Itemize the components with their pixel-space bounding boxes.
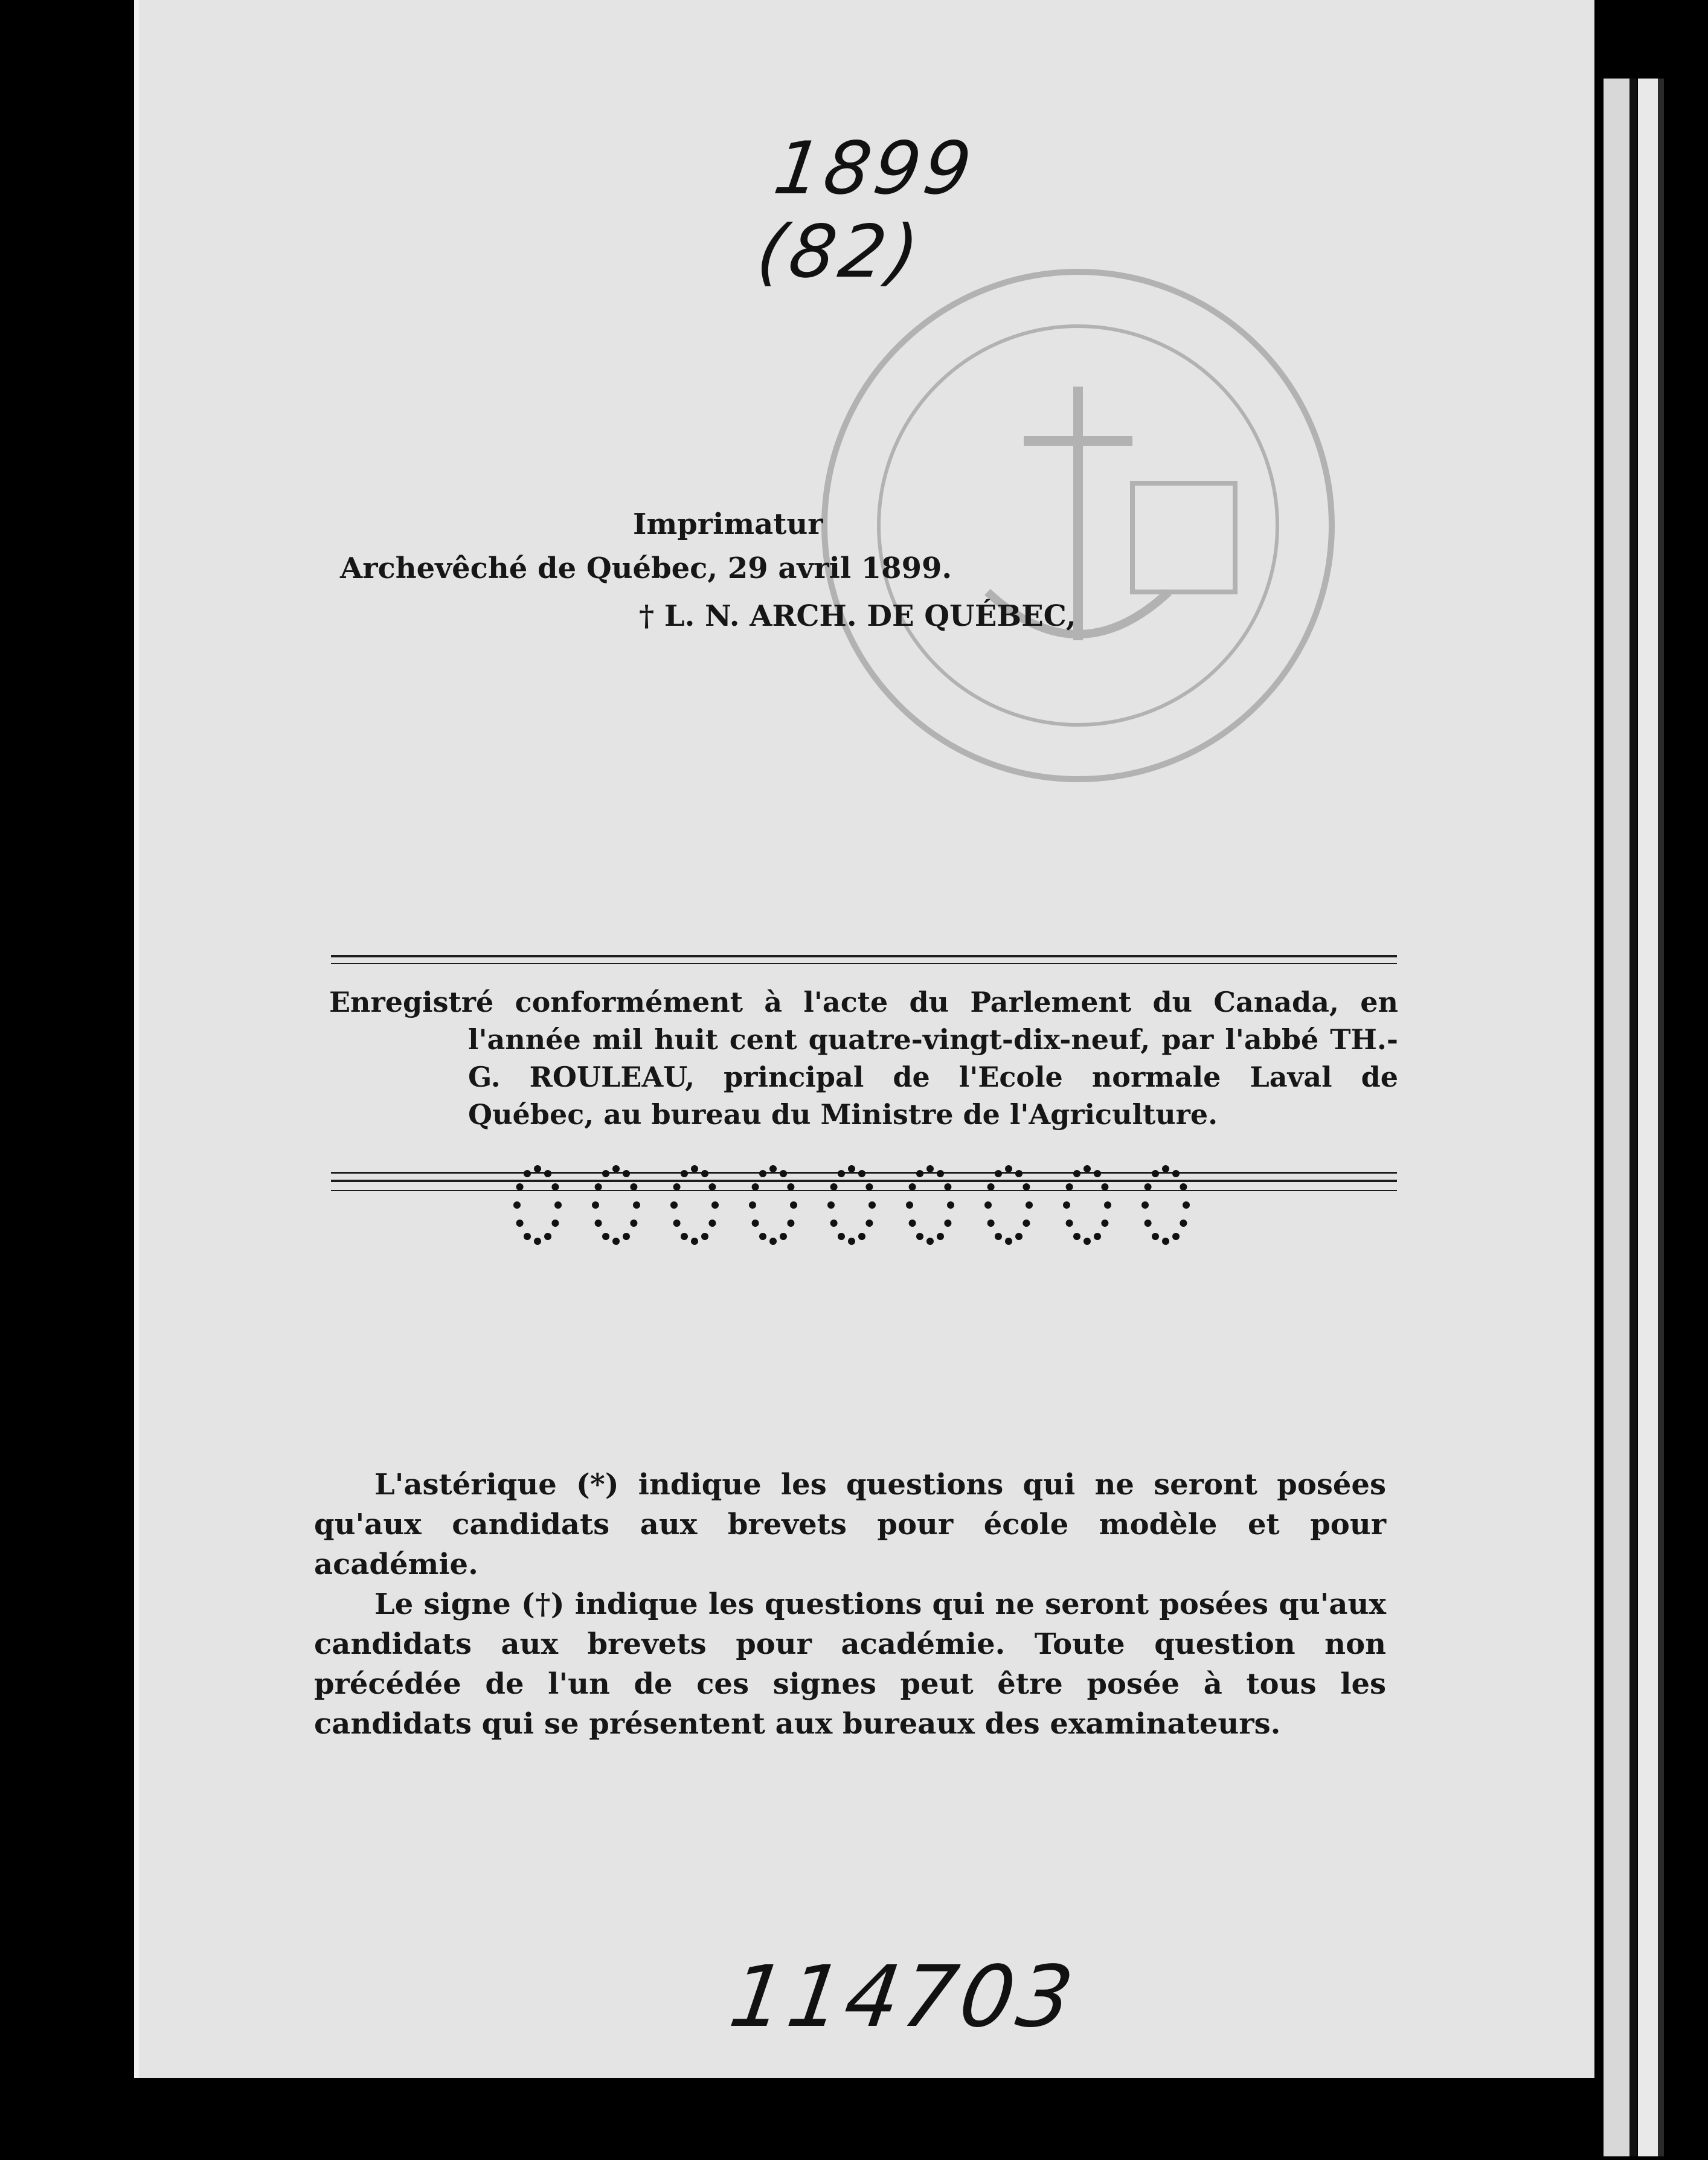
perforation-dot (612, 1165, 620, 1172)
perforation-dot (708, 1220, 716, 1227)
handwritten-year: 1899 (769, 127, 980, 211)
perforation-dot (551, 1183, 559, 1191)
perforation-dot (630, 1220, 637, 1227)
perforation-dot (868, 1201, 876, 1209)
perforation-dot (1145, 1183, 1152, 1191)
perforation-dot (937, 1170, 944, 1177)
perforation-dot (1015, 1170, 1023, 1177)
perforation-dot (595, 1220, 602, 1227)
question-symbols-notes (314, 1465, 1386, 1744)
registration-text: Enregistré conformément à l'acte du Parlement du Canada, en l'année mil huit cent quatre-vingt-dix-neuf, par l'abbé TH.-G. ROULEAU, principal de l'Ecole normale Laval de Québec, au bureau du Ministre de l'Agriculture. (329, 986, 1398, 1131)
perforation-dot (516, 1183, 524, 1191)
perforation-dot (1005, 1238, 1012, 1245)
perforation-dot (670, 1201, 678, 1209)
perforation-dot (858, 1170, 865, 1177)
imprimatur-title: Imprimatur (633, 507, 823, 541)
perforation-dot (926, 1238, 934, 1245)
top-rule-thick (331, 955, 1397, 957)
perforation-dot (752, 1183, 759, 1191)
perforation-dot (838, 1170, 845, 1177)
perforation-dot (1172, 1170, 1180, 1177)
perforation-dot (1066, 1220, 1073, 1227)
perforation-dot (1073, 1170, 1080, 1177)
perforation-dot (865, 1220, 873, 1227)
perforation-dot (1104, 1201, 1111, 1209)
perforation-dot (848, 1238, 855, 1245)
copyright-registration (329, 983, 1398, 1133)
perforation-dot (1101, 1220, 1108, 1227)
perforation-dot (759, 1170, 766, 1177)
perforation-dot (916, 1170, 923, 1177)
perforation-dot (602, 1233, 609, 1240)
asterisk-note: L'astérique (*) indique les questions qui ne seront posées qu'aux candidats aux brevets pour école modèle et pour académie. (314, 1468, 1386, 1581)
perforation-dot (944, 1183, 951, 1191)
perforation-dot (1023, 1220, 1030, 1227)
handwritten-number: (82) (752, 210, 928, 294)
perforation-dot (513, 1201, 521, 1209)
perforation-dot (909, 1183, 916, 1191)
perforation-dot (534, 1238, 541, 1245)
perforation-dot (947, 1201, 954, 1209)
perforation-dot (995, 1233, 1002, 1240)
perforation-dot (554, 1201, 562, 1209)
perforation-dot (701, 1170, 708, 1177)
perforation-dot (673, 1220, 681, 1227)
perforation-dot (1015, 1233, 1023, 1240)
perforation-dot (1084, 1238, 1091, 1245)
perforation-dot (858, 1233, 865, 1240)
binding-seam (1629, 79, 1637, 2156)
perforation-dot (790, 1201, 797, 1209)
perforation-dot (691, 1165, 698, 1172)
perforation-dot (1073, 1233, 1080, 1240)
perforation-dot (681, 1170, 688, 1177)
perforation-dot (1152, 1170, 1159, 1177)
perforation-dot (524, 1233, 531, 1240)
perforation-dot (752, 1220, 759, 1227)
perforation-dot (769, 1238, 777, 1245)
handwritten-accession-number: 114703 (724, 1948, 1082, 2046)
perforation-dot (592, 1201, 599, 1209)
perforation-dot (1183, 1201, 1190, 1209)
perforation-dot (1101, 1183, 1108, 1191)
perforation-dot (827, 1201, 835, 1209)
perforation-dot (673, 1183, 681, 1191)
perforation-dot (595, 1183, 602, 1191)
perforation-dot (1023, 1183, 1030, 1191)
perforation-dot (544, 1170, 551, 1177)
perforation-dot (906, 1201, 913, 1209)
imprimatur-signature: † L. N. ARCH. DE QUÉBEC, (639, 599, 1076, 633)
perforation-dot (987, 1183, 995, 1191)
perforation-dot (516, 1220, 524, 1227)
perforation-dot (787, 1183, 794, 1191)
perforation-dot (909, 1220, 916, 1227)
imprimatur-place-date: Archevêché de Québec, 29 avril 1899. (340, 551, 952, 585)
perforation-dot (534, 1165, 541, 1172)
perforation-dot (987, 1220, 995, 1227)
perforation-dot (602, 1170, 609, 1177)
perforation-dot (937, 1233, 944, 1240)
perforation-dot (612, 1238, 620, 1245)
perforation-dot (769, 1165, 777, 1172)
top-rule-thin (331, 963, 1397, 964)
perforation-dot (1180, 1183, 1187, 1191)
binding-strip (1604, 79, 1630, 2156)
perforation-dot (1026, 1201, 1033, 1209)
perforation-dot (681, 1233, 688, 1240)
perforation-dot (749, 1201, 756, 1209)
perforation-dot (1162, 1238, 1169, 1245)
perforation-dot (1084, 1165, 1091, 1172)
perforation-dot (623, 1233, 630, 1240)
perforation-dot (1162, 1165, 1169, 1172)
dagger-note: Le signe (†) indique les questions qui ne seront posées qu'aux candidats aux brevets pour académie. Toute question non précédée de l'un de ces signes peut être posée à tous les candidats qui se présentent aux bureaux des examinateurs. (314, 1587, 1386, 1741)
perforation-dot (1094, 1233, 1101, 1240)
perforation-dot (633, 1201, 640, 1209)
perforation-dot (984, 1201, 992, 1209)
perforated-stamp (513, 1145, 1238, 1284)
perforation-dot (838, 1233, 845, 1240)
perforation-dot (708, 1183, 716, 1191)
perforation-dot (524, 1170, 531, 1177)
perforation-dot (1141, 1201, 1149, 1209)
perforation-dot (916, 1233, 923, 1240)
perforation-dot (701, 1233, 708, 1240)
perforation-dot (848, 1165, 855, 1172)
perforation-dot (830, 1183, 838, 1191)
perforation-dot (551, 1220, 559, 1227)
perforation-dot (1005, 1165, 1012, 1172)
facing-page-border (1658, 79, 1664, 2156)
perforation-dot (691, 1238, 698, 1245)
perforation-dot (1066, 1183, 1073, 1191)
perforation-dot (944, 1220, 951, 1227)
perforation-dot (1094, 1170, 1101, 1177)
perforation-dot (780, 1233, 787, 1240)
perforation-dot (780, 1170, 787, 1177)
library-seal-stamp (806, 254, 1350, 797)
perforation-dot (711, 1201, 719, 1209)
perforation-dot (1180, 1220, 1187, 1227)
perforation-dot (1172, 1233, 1180, 1240)
perforation-dot (865, 1183, 873, 1191)
perforation-dot (759, 1233, 766, 1240)
perforation-dot (926, 1165, 934, 1172)
perforation-dot (787, 1220, 794, 1227)
perforation-dot (1152, 1233, 1159, 1240)
perforation-dot (1063, 1201, 1070, 1209)
perforation-dot (830, 1220, 838, 1227)
perforation-dot (995, 1170, 1002, 1177)
perforation-dot (630, 1183, 637, 1191)
perforation-dot (544, 1233, 551, 1240)
perforation-dot (1145, 1220, 1152, 1227)
perforation-dot (623, 1170, 630, 1177)
